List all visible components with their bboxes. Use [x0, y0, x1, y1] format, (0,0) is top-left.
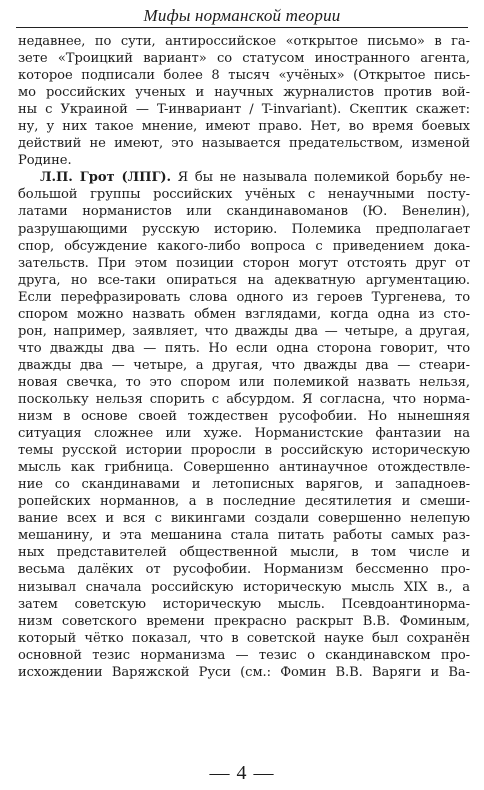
text-line: основной тезис норманизма — тезис о скандинавском про- [18, 647, 470, 663]
text-line: ние со скандинавами и летописных варягов, и западноев- [18, 477, 470, 493]
text-line: мешанину, и эта мешанина стала питать работы самых раз- [18, 528, 470, 544]
text-line: мысль как грибница. Совершенно антинаучное отождествле- [18, 460, 470, 476]
text-line: низывал сначала российскую историческую мысль XIX в., а [18, 579, 470, 595]
text-line: новая свечка, то это спором или полемикой назвать нельзя, [18, 374, 470, 390]
header-rule [16, 27, 468, 28]
text-run: Я бы не называла полемикой борьбу не- [177, 170, 470, 186]
text-line: вание всех и вся с викингами создали совершенно нелепую [18, 511, 470, 527]
text-line: поскольку нельзя спорить с абсурдом. Я согласна, что норма- [18, 391, 470, 407]
page-number: — 4 — [209, 762, 275, 784]
text-line: друга, но все-таки опираться на адекватную аргументацию. [18, 272, 470, 288]
text-line: низм в основе своей тождествен русофобии. Но нынешняя [18, 409, 470, 425]
text-line: Родине. [18, 153, 72, 169]
running-head: Мифы норманской теории [143, 6, 341, 25]
text-line: темы русской истории проросли в российскую историческую [18, 443, 470, 459]
text-line: рон, например, заявляет, что дважды два — четыре, а другая, [18, 323, 470, 339]
text-line: ситуация сложнее или хуже. Норманистские фантазии на [18, 426, 470, 442]
text-line: затем советскую историческую мысль. Псевдоантинорма- [18, 596, 470, 612]
speaker-name: Л.П. Грот (ЛПГ). [40, 170, 172, 186]
text-line: спором можно назвать обмен взглядами, когда одна из сто- [18, 306, 470, 322]
text-line: ных представителей общественной мысли, в том числе и [18, 545, 470, 561]
paragraph-first-line [18, 169, 470, 186]
text-line: большой группы российских учёных с ненаучными посту- [18, 187, 470, 203]
text-line: исхождении Варяжской Руси (см.: Фомин В.В. Варяги и Ва- [18, 664, 470, 680]
text-line: ну, у них такое мнение, имеют право. Нет, во время боевых [18, 119, 470, 135]
text-line: недавнее, по сути, антироссийское «открытое письмо» в га- [18, 34, 470, 49]
text-line: которое подписали более 8 тысяч «учёных» (Открытое пись- [18, 68, 470, 84]
text-line: разрушающими русскую историю. Полемика предполагает [18, 221, 470, 237]
text-line: ны с Украиной — T-инвариант / T-invariant). Скептик скажет: [18, 102, 470, 118]
body-text [18, 33, 470, 681]
text-line: низм советского времени прекрасно раскрыт В.В. Фоминым, [18, 613, 470, 629]
text-line: весьма далёких от русофобии. Норманизм бессменно про- [18, 562, 470, 578]
text-line: зете «Троицкий вариант» со статусом иностранного агента, [18, 51, 470, 67]
text-line: Если перефразировать слова одного из героев Тургенева, то [18, 289, 470, 305]
text-line: спор, обсуждение какого-либо вопроса с приведением дока- [18, 238, 470, 254]
text-line: дважды два — четыре, а другая, что дважды два — стеари- [18, 357, 470, 373]
text-line: латами норманистов или скандинавоманов (Ю. Венелин), [18, 204, 470, 220]
text-line: что дважды два — пять. Но если одна сторона говорит, что [18, 340, 470, 356]
text-line: зательств. При этом позиции сторон могут отстоять друг от [18, 255, 470, 271]
text-line: действий не имеют, это называется предательством, изменой [18, 136, 470, 152]
text-line: который чётко показал, что в советской науке был сохранён [18, 630, 470, 646]
text-line: ропейских норманнов, а в последние десятилетия и смеши- [18, 494, 470, 510]
text-line: мо российских ученых и научных журналистов против вой- [18, 85, 470, 101]
